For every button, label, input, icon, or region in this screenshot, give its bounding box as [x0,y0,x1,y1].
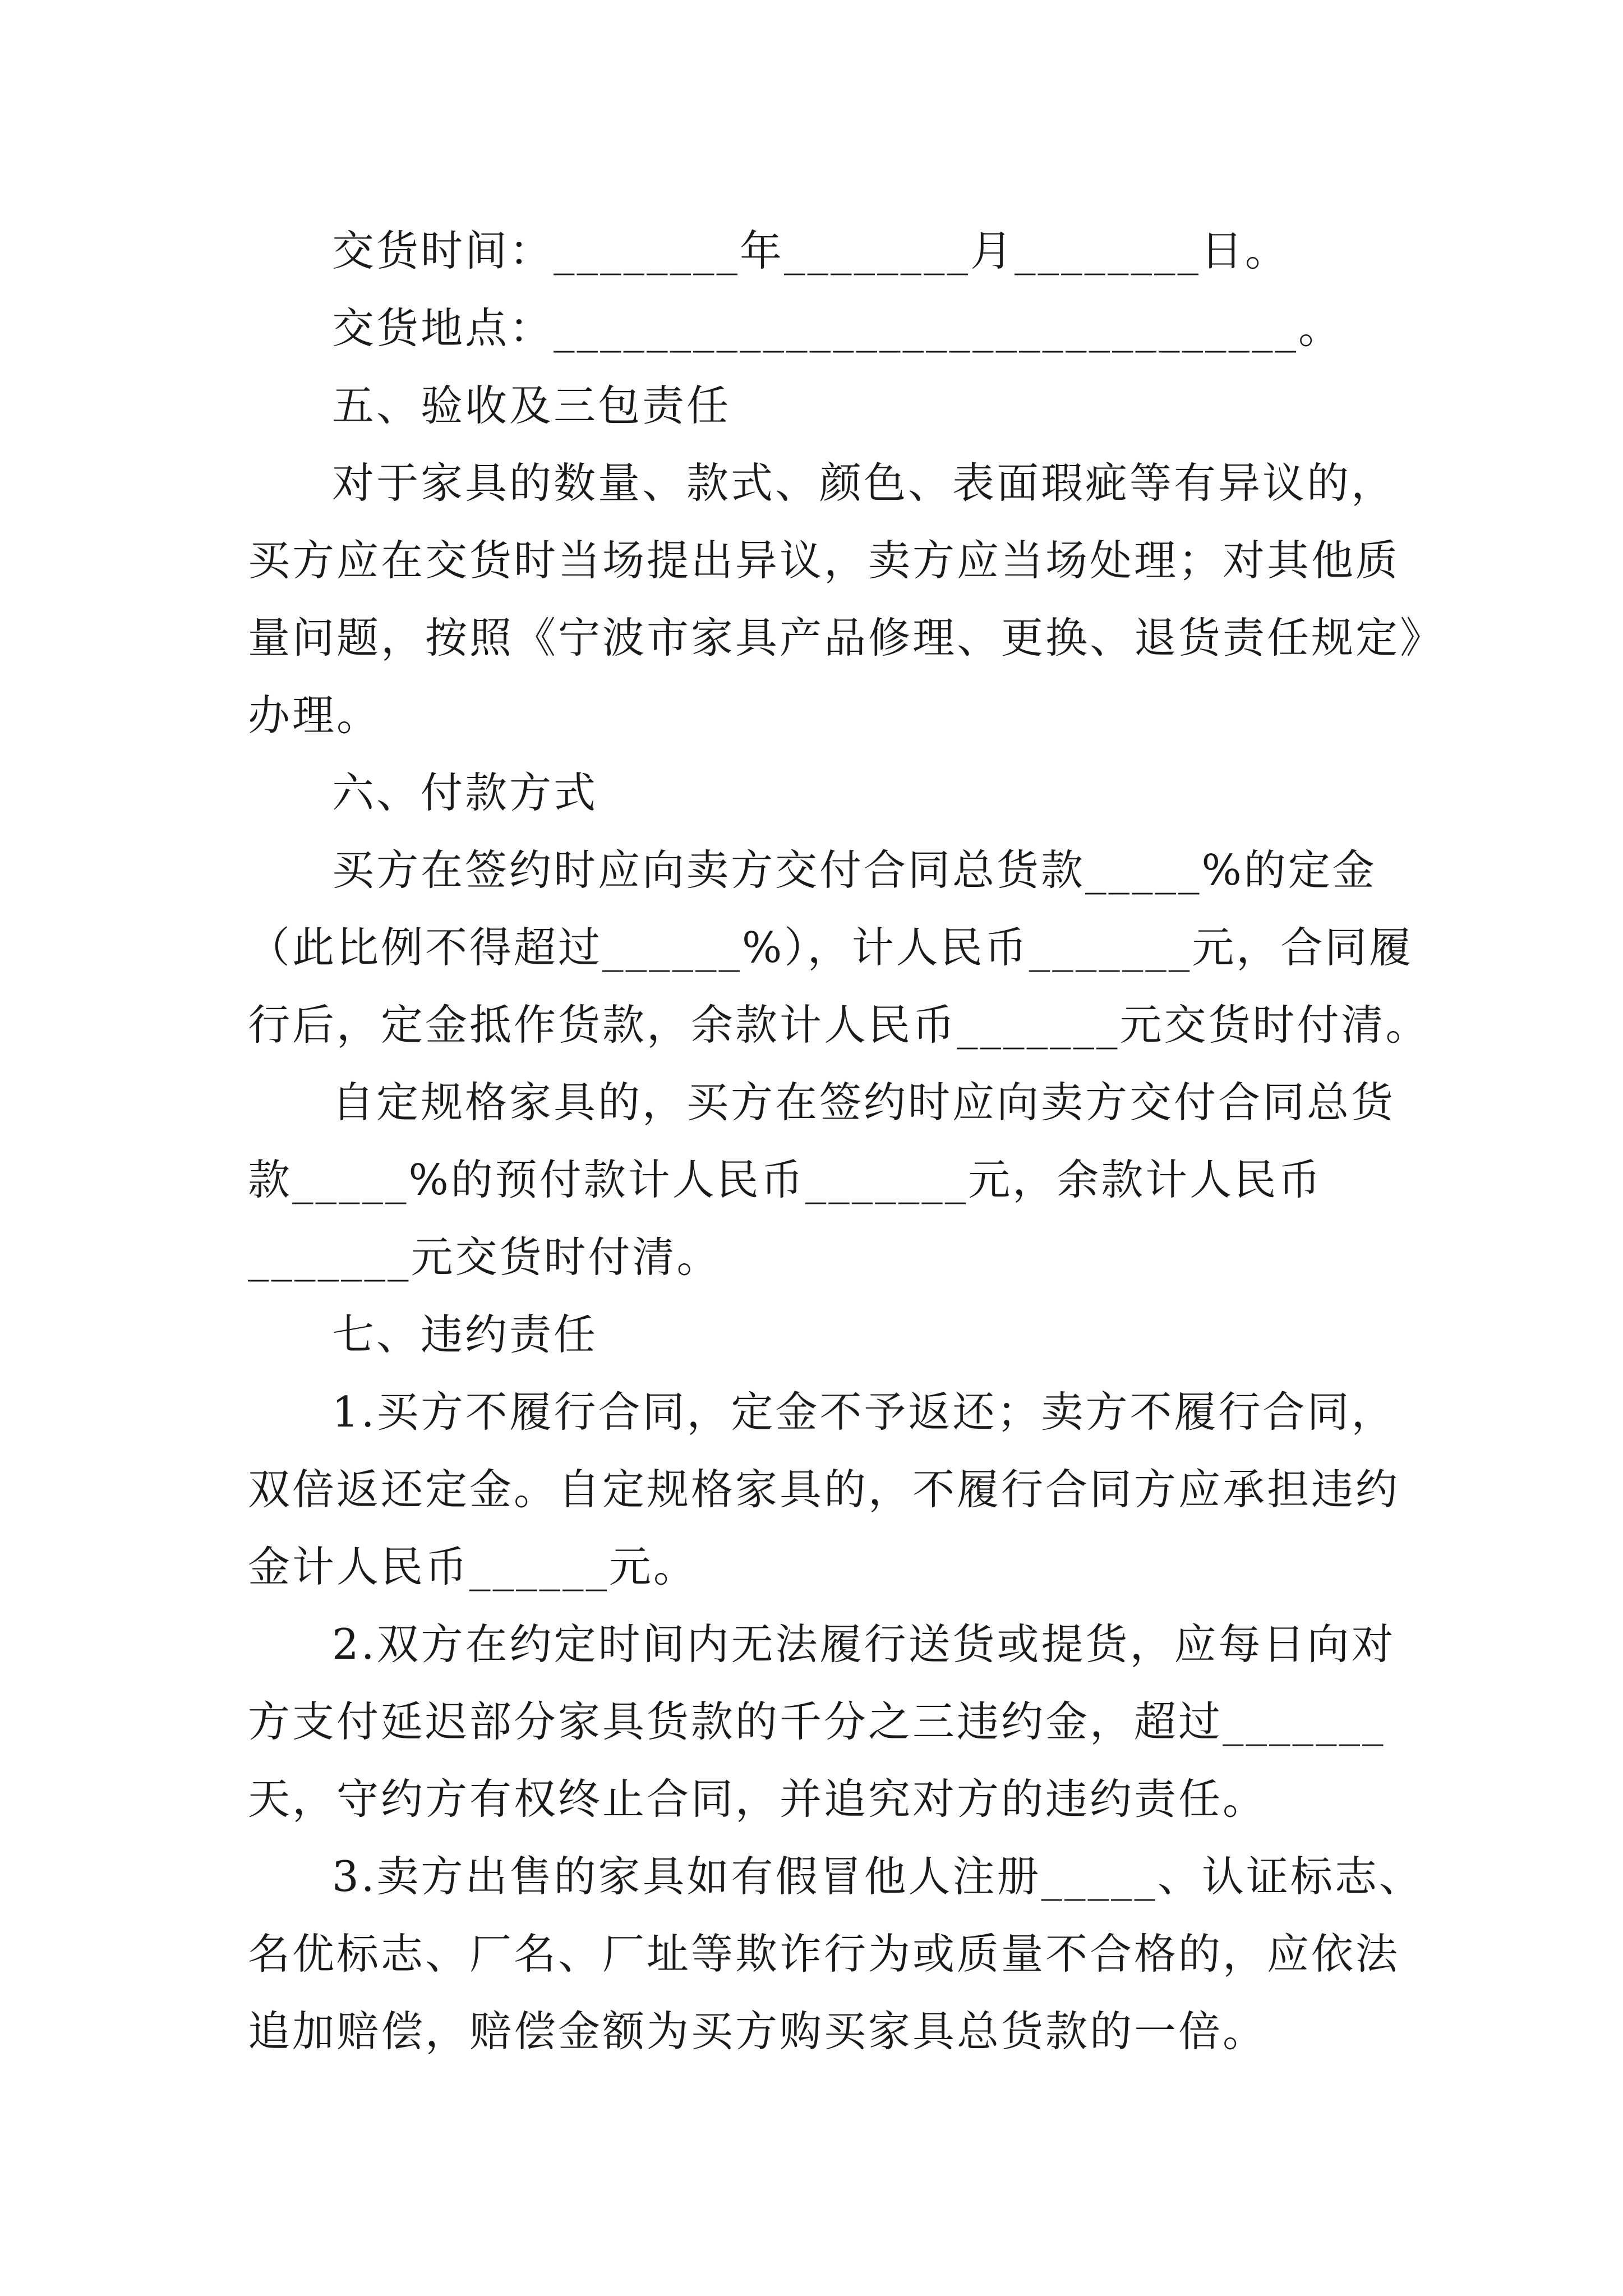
section-heading-payment: 六、付款方式 [332,768,598,817]
paragraph-line: 名优标志、厂名、厂址等欺诈行为或质量不合格的，应依法 [248,1929,1400,1978]
paragraph-line: 办理。 [248,691,381,740]
paragraph-line: 1.买方不履行合同，定金不予返还；卖方不履行合同， [332,1387,1396,1437]
paragraph-line: （此比例不得超过______%），计人民币_______元，合同履 [248,923,1414,972]
delivery-place-line: 交货地点：________________________________。 [332,303,1343,353]
paragraph-line: 量问题，按照《宁波市家具产品修理、更换、退货责任规定》 [248,613,1445,662]
paragraph-line: 行后，定金抵作货款，余款计人民币_______元交货时付清。 [248,1000,1430,1050]
paragraph-line: 3.卖方出售的家具如有假冒他人注册_____、认证标志、 [332,1852,1424,1901]
paragraph-line: 自定规格家具的，买方在签约时应向卖方交付合同总货 [332,1078,1396,1127]
delivery-time-line: 交货时间：________年________月________日。 [332,226,1290,275]
paragraph-line: 方支付延迟部分家具货款的千分之三违约金，超过_______ [248,1697,1386,1746]
paragraph-line: 款_____%的预付款计人民币_______元，余款计人民币 [248,1155,1323,1204]
paragraph-line: 买方在签约时应向卖方交付合同总货款_____%的定金 [332,845,1377,895]
paragraph-line: 对于家具的数量、款式、颜色、表面瑕疵等有异议的， [332,458,1396,508]
section-heading-acceptance: 五、验收及三包责任 [332,381,731,430]
paragraph-line: 买方应在交货时当场提出异议，卖方应当场处理；对其他质 [248,536,1400,585]
paragraph-line: 天，守约方有权终止合同，并追究对方的违约责任。 [248,1774,1267,1824]
paragraph-line: 追加赔偿，赔偿金额为买方购买家具总货款的一倍。 [248,2007,1267,2056]
paragraph-line: 2.双方在约定时间内无法履行送货或提货，应每日向对 [332,1619,1396,1669]
paragraph-line: 金计人民币______元。 [248,1542,698,1591]
section-heading-liability: 七、违约责任 [332,1310,598,1359]
paragraph-line: _______元交货时付清。 [248,1232,721,1282]
document-body [248,212,1445,2070]
paragraph-line: 双倍返还定金。自定规格家具的，不履行合同方应承担违约 [248,1465,1400,1514]
